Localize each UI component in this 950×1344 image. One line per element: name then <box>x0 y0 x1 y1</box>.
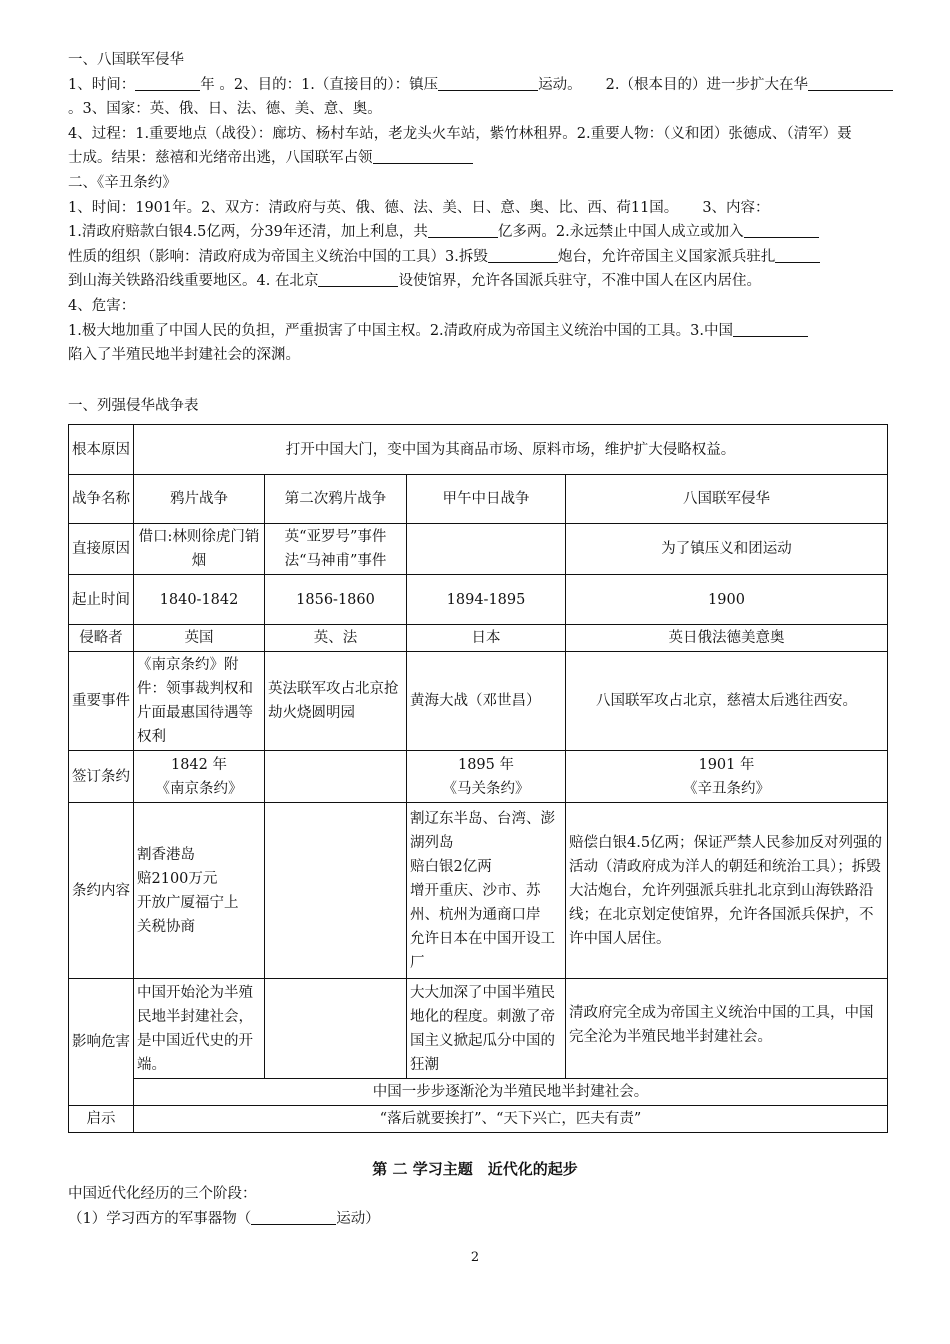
fill-blank[interactable] <box>438 74 538 91</box>
fill-blank[interactable] <box>428 221 498 238</box>
table-cell: 1895 年 《马关条约》 <box>407 751 566 803</box>
table-cell: 为了镇压义和团运动 <box>566 524 888 575</box>
table-title: 一、列强侵华战争表 <box>68 397 199 414</box>
table-cell: 1894-1895 <box>407 575 566 625</box>
row-label: 根本原因 <box>69 425 134 475</box>
table-cell: 第二次鸦片战争 <box>265 475 407 524</box>
row-label: 侵略者 <box>69 625 134 652</box>
table-cell: 《南京条约》附件：领事裁判权和片面最惠国待遇等权利 <box>134 652 265 751</box>
fill-blank[interactable] <box>744 221 819 238</box>
fill-blank[interactable] <box>808 74 893 91</box>
table-cell: 1900 <box>566 575 888 625</box>
table-cell: 中国开始沦为半殖民地半封建社会，是中国近代史的开端。 <box>134 979 265 1079</box>
text-line: 到山海关铁路沿线重要地区。4. 在北京 设使馆界，允许各国派兵驻守，不准中国人在区内居住。 <box>68 269 910 294</box>
row-label: 战争名称 <box>69 475 134 524</box>
table-cell: 英“亚罗号”事件法“马神甫”事件 <box>265 524 407 575</box>
table-cell: 割香港岛 赔2100万元 开放广厦福宁上 关税协商 <box>134 803 265 979</box>
table-row <box>69 524 888 575</box>
section-title-xinchou: 二、《辛丑条约》 <box>68 174 177 191</box>
table-row <box>69 751 888 803</box>
text-line: 1.极大地加重了中国人民的负担，严重损害了中国主权。2.清政府成为帝国主义统治中国的工具。3.中国 <box>68 319 910 344</box>
row-label: 影响危害 <box>69 979 134 1106</box>
table-cell <box>265 803 407 979</box>
table-cell: 赔偿白银4.5亿两；保证严禁人民参加反对列强的活动（清政府成为洋人的朝廷和统治工具）；拆毁大沽炮台，允许列强派兵驻扎北京到山海铁路沿线；在北京划定使馆界，允许各国派兵保护，不许中国人居住。 <box>566 803 888 979</box>
table-cell: 1840-1842 <box>134 575 265 625</box>
table-cell: 打开中国大门，变中国为其商品市场、原料市场，维护扩大侵略权益。 <box>134 425 888 475</box>
notes-section <box>68 48 910 417</box>
table-row <box>69 1106 888 1133</box>
table-cell: 英日俄法德美意奥 <box>566 625 888 652</box>
table-cell: 甲午中日战争 <box>407 475 566 524</box>
table-cell: 1842 年 《南京条约》 <box>134 751 265 803</box>
table-cell: 清政府完全成为帝国主义统治中国的工具，中国完全沦为半殖民地半封建社会。 <box>566 979 888 1079</box>
table-cell: 割辽东半岛、台湾、澎湖列岛 赔白银2亿两 增开重庆、沙市、苏州、杭州为通商口岸 允许日本在中国开设工厂 <box>407 803 566 979</box>
table-cell: 日本 <box>407 625 566 652</box>
fill-blank[interactable] <box>318 270 398 287</box>
table-cell: 英、法 <box>265 625 407 652</box>
text-line: 。3、国家：英、俄、日、法、德、美、意、奥。 <box>68 101 382 118</box>
table-cell: “落后就要挨打”、“天下兴亡，匹夫有责” <box>134 1106 888 1133</box>
text-line: 1.清政府赔款白银4.5亿两，分39年还清，加上利息，共 亿多两。2.永远禁止中国人成立或加入 <box>68 220 910 245</box>
row-label: 直接原因 <box>69 524 134 575</box>
row-label: 重要事件 <box>69 652 134 751</box>
fill-blank[interactable] <box>373 147 473 164</box>
table-cell: 大大加深了中国半殖民地化的程度。刺激了帝国主义掀起瓜分中国的狂潮 <box>407 979 566 1079</box>
text-line: 中国近代化经历的三个阶段： <box>68 1186 257 1202</box>
table-cell: 借口:林则徐虎门销烟 <box>134 524 265 575</box>
text-line: 4、危害： <box>68 297 136 314</box>
row-label: 签订条约 <box>69 751 134 803</box>
table-cell: 八国联军攻占北京，慈禧太后逃往西安。 <box>566 652 888 751</box>
table-cell <box>265 751 407 803</box>
table-cell: 1856-1860 <box>265 575 407 625</box>
table-cell: 八国联军侵华 <box>566 475 888 524</box>
table-cell <box>265 979 407 1079</box>
fill-blank[interactable] <box>733 320 808 337</box>
text-line: 1、时间： 年 。2、目的：1.（直接目的）：镇压 运动。 2.（根本目的）进一步扩大在华 <box>68 73 910 98</box>
table-row <box>69 803 888 979</box>
fill-blank[interactable] <box>135 74 200 91</box>
table-row <box>69 1079 888 1106</box>
stages-section <box>68 1182 380 1231</box>
fill-blank[interactable] <box>488 246 558 263</box>
text-line: 士成。结果：慈禧和光绪帝出逃，八国联军占领 <box>68 146 910 171</box>
text-line: 陷入了半殖民地半封建社会的深渊。 <box>68 347 300 364</box>
table-row <box>69 475 888 524</box>
table-cell: 鸦片战争 <box>134 475 265 524</box>
table-cell: 中国一步步逐渐沦为半殖民地半封建社会。 <box>134 1079 888 1106</box>
wars-table <box>68 424 888 1133</box>
row-label: 启示 <box>69 1106 134 1133</box>
table-cell <box>407 524 566 575</box>
row-label: 条约内容 <box>69 803 134 979</box>
text-line: 性质的组织（影响：清政府成为帝国主义统治中国的工具）3.拆毁 炮台，允许帝国主义国家派兵驻扎 <box>68 245 910 270</box>
table-row <box>69 979 888 1079</box>
table-row <box>69 652 888 751</box>
table-cell: 英国 <box>134 625 265 652</box>
page-number: 2 <box>470 1250 480 1265</box>
table-cell: 英法联军攻占北京抢劫火烧圆明园 <box>265 652 407 751</box>
table-row <box>69 575 888 625</box>
table-row <box>69 425 888 475</box>
section-title-eight-nation: 一、八国联军侵华 <box>68 52 184 68</box>
fill-blank[interactable] <box>251 1208 336 1225</box>
text-line: 4、过程：1.重要地点（战役）：廊坊、杨村车站，老龙头火车站，紫竹林租界。2.重要人物：（义和团）张德成、（清军）聂 <box>68 125 852 142</box>
table-cell: 1901 年 《辛丑条约》 <box>566 751 888 803</box>
fill-blank[interactable] <box>775 246 820 263</box>
text-line: （1）学习西方的军事器物（ 运动） <box>68 1207 380 1232</box>
row-label: 起止时间 <box>69 575 134 625</box>
table-row <box>69 625 888 652</box>
table-cell: 黄海大战（邓世昌） <box>407 652 566 751</box>
theme-heading: 第 二 学习主题 近代化的起步 <box>372 1160 578 1178</box>
text-line: 1、时间：1901年。2、双方：清政府与英、俄、德、法、美、日、意、奥、比、西、荷11国。 3、内容： <box>68 199 770 216</box>
